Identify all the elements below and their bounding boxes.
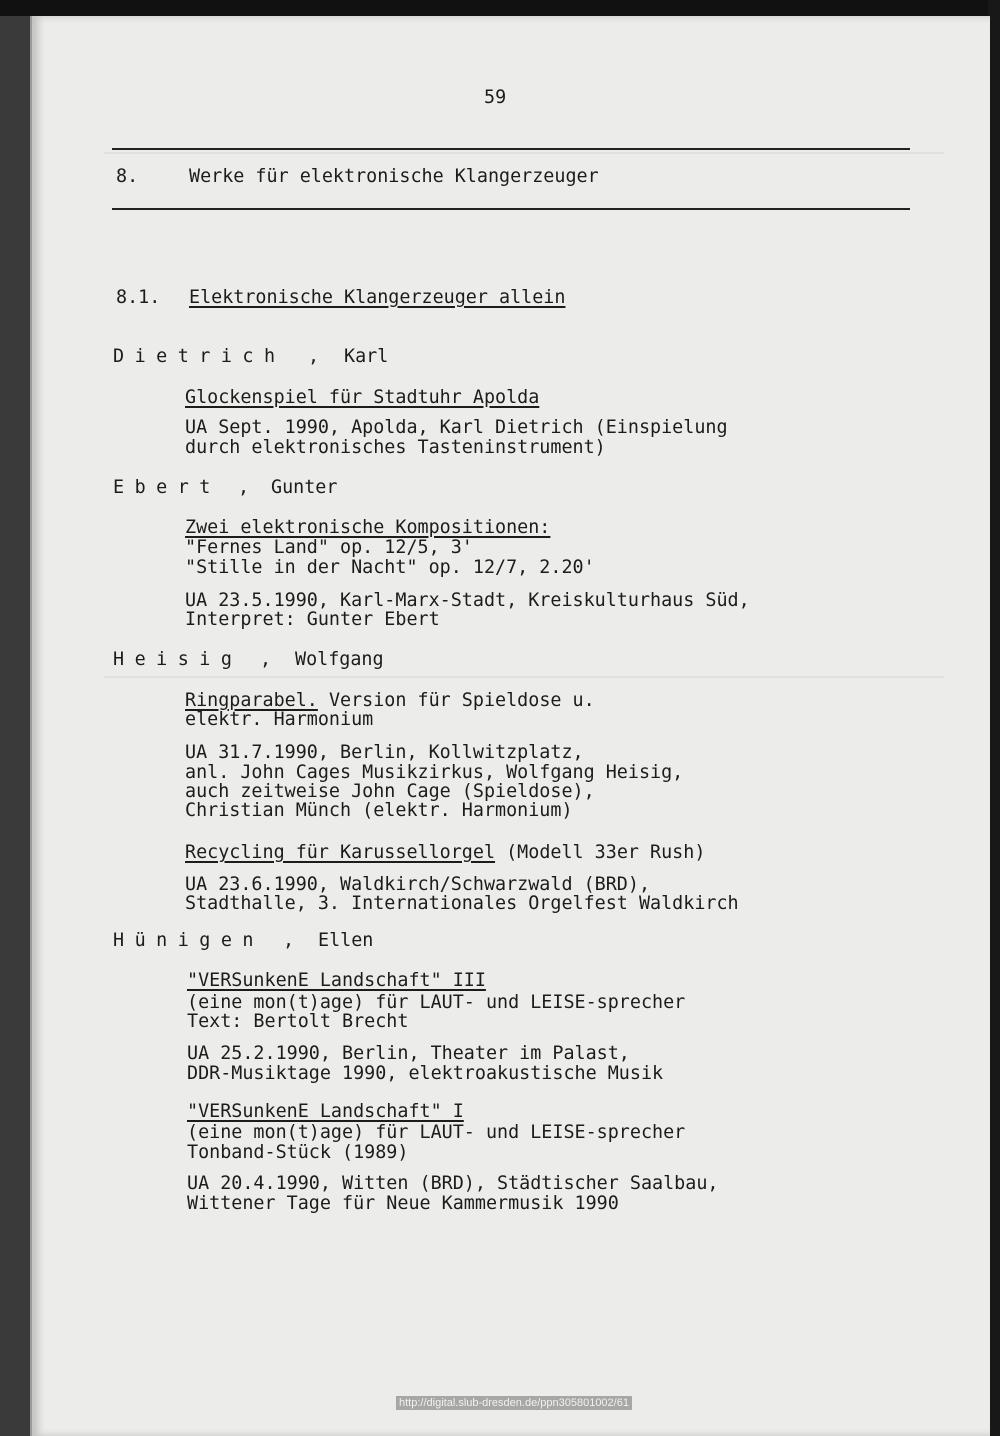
work-title-line	[185, 843, 705, 863]
premiere-line: Stadthalle, 3. Internationales Orgelfest Waldkirch	[185, 893, 739, 914]
section-rule-top	[112, 148, 910, 150]
work-title-rest: Version für Spieldose u.	[317, 690, 595, 711]
composer-firstname: Wolfgang	[295, 649, 384, 670]
work-title: Recycling für Karussellorgel	[185, 842, 496, 863]
page-number: 59	[484, 87, 507, 108]
work-detail: (eine mon(t)age) für LAUT- und LEISE-sprecher	[187, 1122, 686, 1143]
premiere-line: UA 20.4.1990, Witten (BRD), Städtischer Saalbau,	[187, 1173, 719, 1194]
composer-comma: ,	[308, 346, 320, 367]
section-title: Werke für elektronische Klangerzeuger	[189, 166, 599, 187]
premiere-line: Wittener Tage für Neue Kammermusik 1990	[187, 1193, 619, 1214]
composer-comma: ,	[238, 477, 250, 498]
composer-comma: ,	[283, 930, 295, 951]
composer-lastname: Dietrich	[113, 346, 286, 367]
scan-top-margin	[0, 0, 1000, 16]
premiere-line: anl. John Cages Musikzirkus, Wolfgang Heisig,	[185, 762, 684, 783]
composer-firstname: Karl	[344, 346, 389, 367]
subsection-title: Elektronische Klangerzeuger allein	[189, 287, 566, 308]
premiere-line: Interpret: Gunter Ebert	[185, 609, 440, 630]
premiere-line: UA 23.5.1990, Karl-Marx-Stadt, Kreiskulturhaus Süd,	[185, 590, 750, 611]
composer-firstname: Gunter	[271, 477, 338, 498]
subsection-number: 8.1.	[116, 287, 161, 308]
source-url-watermark: http://digital.slub-dresden.de/ppn305801002/61	[396, 1396, 632, 1410]
work-detail: "Stille in der Nacht" op. 12/7, 2.20'	[185, 557, 595, 578]
premiere-line: DDR-Musiktage 1990, elektroakustische Musik	[187, 1063, 664, 1084]
composer-comma: ,	[260, 649, 272, 670]
composer-lastname: Hünigen	[113, 930, 265, 951]
premiere-line: UA 23.6.1990, Waldkirch/Schwarzwald (BRD),	[185, 874, 651, 895]
section-rule-bottom	[112, 208, 910, 210]
composer-firstname: Ellen	[318, 930, 374, 951]
premiere-line: UA Sept. 1990, Apolda, Karl Dietrich (Einspielung	[185, 417, 728, 438]
premiere-line: durch elektronisches Tasteninstrument)	[185, 437, 606, 458]
premiere-line: UA 31.7.1990, Berlin, Kollwitzplatz,	[185, 742, 584, 763]
document-page	[30, 16, 990, 1436]
premiere-line: UA 25.2.1990, Berlin, Theater im Palast,	[187, 1043, 630, 1064]
work-title: Ringparabel.	[185, 690, 318, 711]
work-detail: Tonband-Stück (1989)	[187, 1142, 409, 1163]
scan-left-margin	[0, 0, 30, 1436]
work-title: Glockenspiel für Stadtuhr Apolda	[185, 387, 540, 408]
work-title: "VERSunkenE Landschaft" III	[187, 970, 486, 991]
work-title-line	[185, 691, 595, 711]
composer-lastname: Ebert	[113, 477, 221, 498]
section-number: 8.	[116, 166, 139, 187]
work-detail: elektr. Harmonium	[185, 709, 374, 730]
work-detail: Text: Bertolt Brecht	[187, 1011, 409, 1032]
premiere-line: Christian Münch (elektr. Harmonium)	[185, 800, 573, 821]
premiere-line: auch zeitweise John Cage (Spieldose),	[185, 781, 595, 802]
composer-lastname: Heisig	[113, 649, 243, 670]
work-detail: "Fernes Land" op. 12/5, 3'	[185, 537, 473, 558]
work-title-rest: (Modell 33er Rush)	[495, 842, 706, 863]
work-title: "VERSunkenE Landschaft" I	[187, 1101, 464, 1122]
work-detail: (eine mon(t)age) für LAUT- und LEISE-sprecher	[187, 992, 686, 1013]
work-title: Zwei elektronische Kompositionen:	[185, 517, 551, 538]
